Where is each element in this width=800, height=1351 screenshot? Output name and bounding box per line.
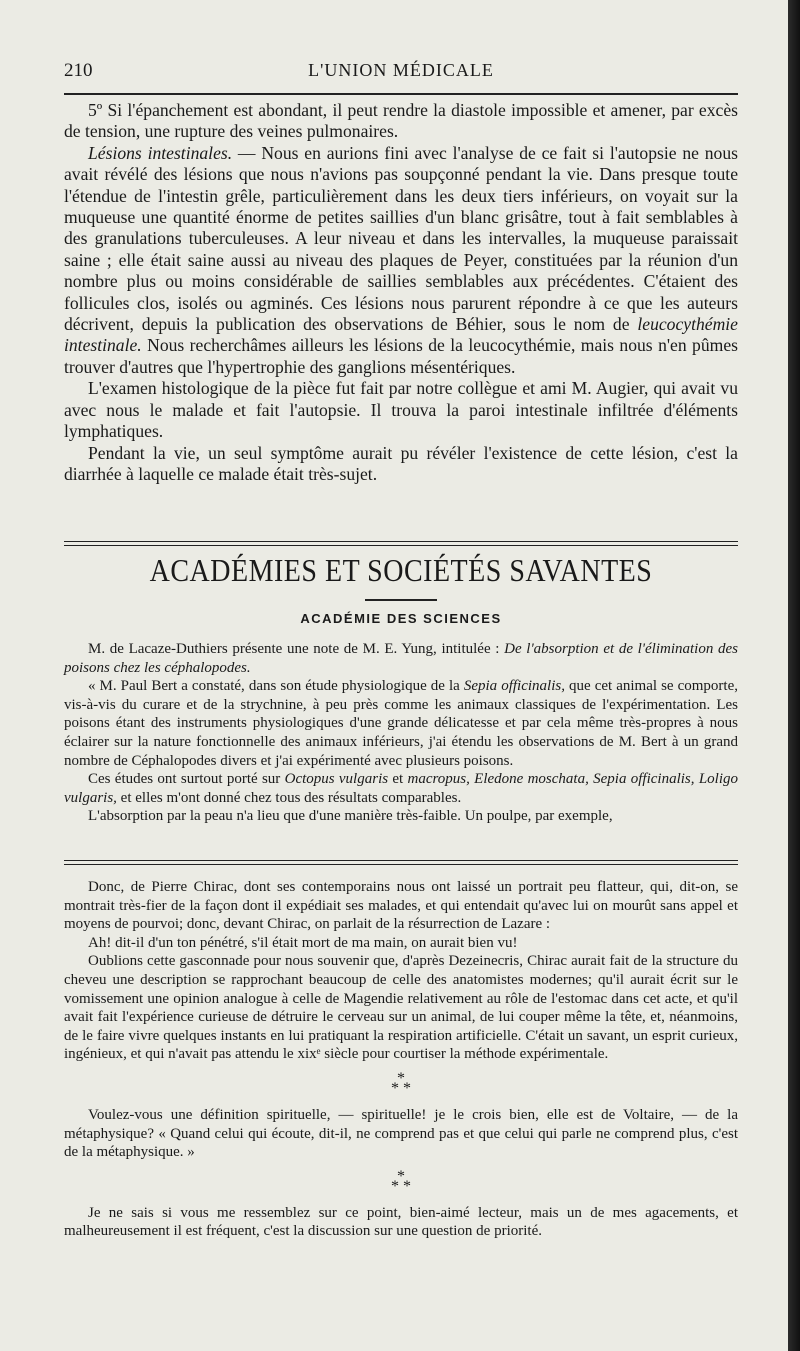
academy-body — [64, 640, 738, 826]
paragraph-4: Pendant la vie, un seul symptôme aurait pu révéler l'existence de cette lésion, c'est la diarrhée à laquelle ce malade était très-sujet. — [64, 442, 738, 484]
section-subtitle: ACADÉMIE DES SCIENCES — [300, 611, 502, 626]
feuilleton-paragraph-4: Voulez-vous une définition spirituelle, — spirituelle! je le crois bien, elle est de Voltaire, — de la métaphysique? « Quand celui qui écoute, dit-il, ne comprend pas et que celui qui parle ne comprend plus, c'est de la métaphysique. » — [64, 1106, 738, 1161]
academy-paragraph-1: M. de Lacaze-Duthiers présente une note de M. E. Yung, intitulée : De l'absorption et de l'élimination des poisons chez les céphalopodes. — [64, 641, 738, 676]
page-binding-edge — [788, 0, 800, 1351]
running-title: L'UNION MÉDICALE — [308, 60, 494, 80]
asterism-2: * * * — [391, 1167, 411, 1195]
page-header — [64, 60, 738, 86]
feuilleton-paragraph-5: Je ne sais si vous me ressemblez sur ce point, bien-aimé lecteur, mais un de mes agacements, et malheureusement il est fréquent, c'est la discussion sur une question de priorité. — [64, 1204, 738, 1240]
title-underline — [365, 599, 437, 601]
academy-paragraph-2: « M. Paul Bert a constaté, dans son étude physiologique de la Sepia officinalis, que cet animal se comporte, vis-à-vis du curare et de la strychnine, à peu près comme les animaux classiques de l'expérimentation. Les poisons étant des instruments physiologiques d'une grande délicatesse et par cela même très-propres à nous éclairer sur la nature fonctionnelle des animaux inférieurs, j'ai étendu les observations de M. Bert à un grand nombre de Céphalopodes divers et j'ai expérimenté avec plusieurs poisons. — [64, 678, 739, 769]
feuilleton-paragraph-3: Oublions cette gasconnade pour nous souvenir que, d'après Dezeinecris, Chirac aurait fait de la structure du cheveu une description se rapprochant beaucoup de celle des anatomistes modernes; qu'il aurait écrit sur le vomissement une opinion analogue à celle de Magendie relativement au rôle de l'estomac dans cet acte, et qu'il avait fait l'expérience curieuse de détruire le cerveau sur un animal, de lui couper même la tête, et, néanmoins, de le faire vivre quelques instants en lui pratiquant la respiration artificielle. C'était un savant, un esprit curieux, ingénieux, et qui n'avait pas attendu le xixᵉ siècle pour courtiser la méthode expérimentale. — [64, 953, 738, 1063]
paragraph-3: L'examen histologique de la pièce fut fait par notre collègue et ami M. Augier, qui avait vu avec nous le malade et fait l'autopsie. Il trouva la paroi intestinale infiltrée d'éléments lymphatiques. — [64, 378, 738, 442]
section-heading-lesions: Lésions intestinales. — [88, 142, 233, 163]
feuilleton-divider — [64, 860, 738, 865]
feuilleton-paragraph-2: Ah! dit-il d'un ton pénétré, s'il était mort de ma main, on aurait bien vu! — [88, 934, 518, 951]
asterism-1: * * * — [391, 1069, 411, 1097]
section-divider — [64, 541, 738, 546]
academy-paragraph-3: Ces études ont surtout porté sur Octopus vulgaris et macropus, Eledone moschata, Sepia officinalis, Loligo vulgaris, et elles m'ont donné chez tous des résultats comparables. — [64, 771, 738, 806]
paragraph-1: 5º Si l'épanchement est abondant, il peut rendre la diastole impossible et amener, par excès de tension, une rupture des veines pulmonaires. — [64, 100, 738, 142]
article-body — [64, 100, 738, 485]
section-title: ACADÉMIES ET SOCIÉTÉS SAVANTES — [149, 553, 653, 590]
feuilleton-paragraph-1: Donc, de Pierre Chirac, dont ses contemporains nous ont laissé un portrait peu flatteur, qui, dit-on, se montrait très-fier de la façon dont il expédiait ses malades, et qui entendait qu'avec lui on mourût sans appel et moyens de pourvoi; donc, devant Chirac, on parlait de la résurrection de Lazare : — [64, 879, 738, 933]
header-rule — [64, 93, 738, 95]
page-number: 210 — [64, 60, 93, 81]
feuilleton-body — [64, 878, 738, 1241]
academy-paragraph-4: L'absorption par la peau n'a lieu que d'une manière très-faible. Un poulpe, par exemple, — [88, 808, 613, 825]
paragraph-2: Lésions intestinales. — Nous en aurions fini avec l'analyse de ce fait si l'autopsie ne nous avait révélé des lésions que nous n'avions pas soupçonné pendant la vie. Dans presque toute l'étendue de l'intestin grêle, particulièrement dans les deux tiers inférieurs, on voyait sur la muqueuse une quantité énorme de petites saillies d'un blanc grisâtre, tout à fait semblables à des granulations tuberculeuses. A leur niveau et dans les intervalles, la muqueuse paraissait saine ; elle était saine aussi au niveau des plaques de Peyer, constituées par la réunion d'un nombre plus ou moins considérable de saillies semblables aux précédentes. C'étaient des follicules clos, isolés ou agminés. Ces lésions nous parurent répondre à ce que les auteurs décrivent, depuis la publication des observations de Béhier, sous le nom de leucocythémie intestinale. Nous recherchâmes ailleurs les lésions de la leucocythémie, mais nous n'en pûmes trouver d'autres que l'hypertrophie des ganglions mésentériques. — [64, 142, 738, 377]
